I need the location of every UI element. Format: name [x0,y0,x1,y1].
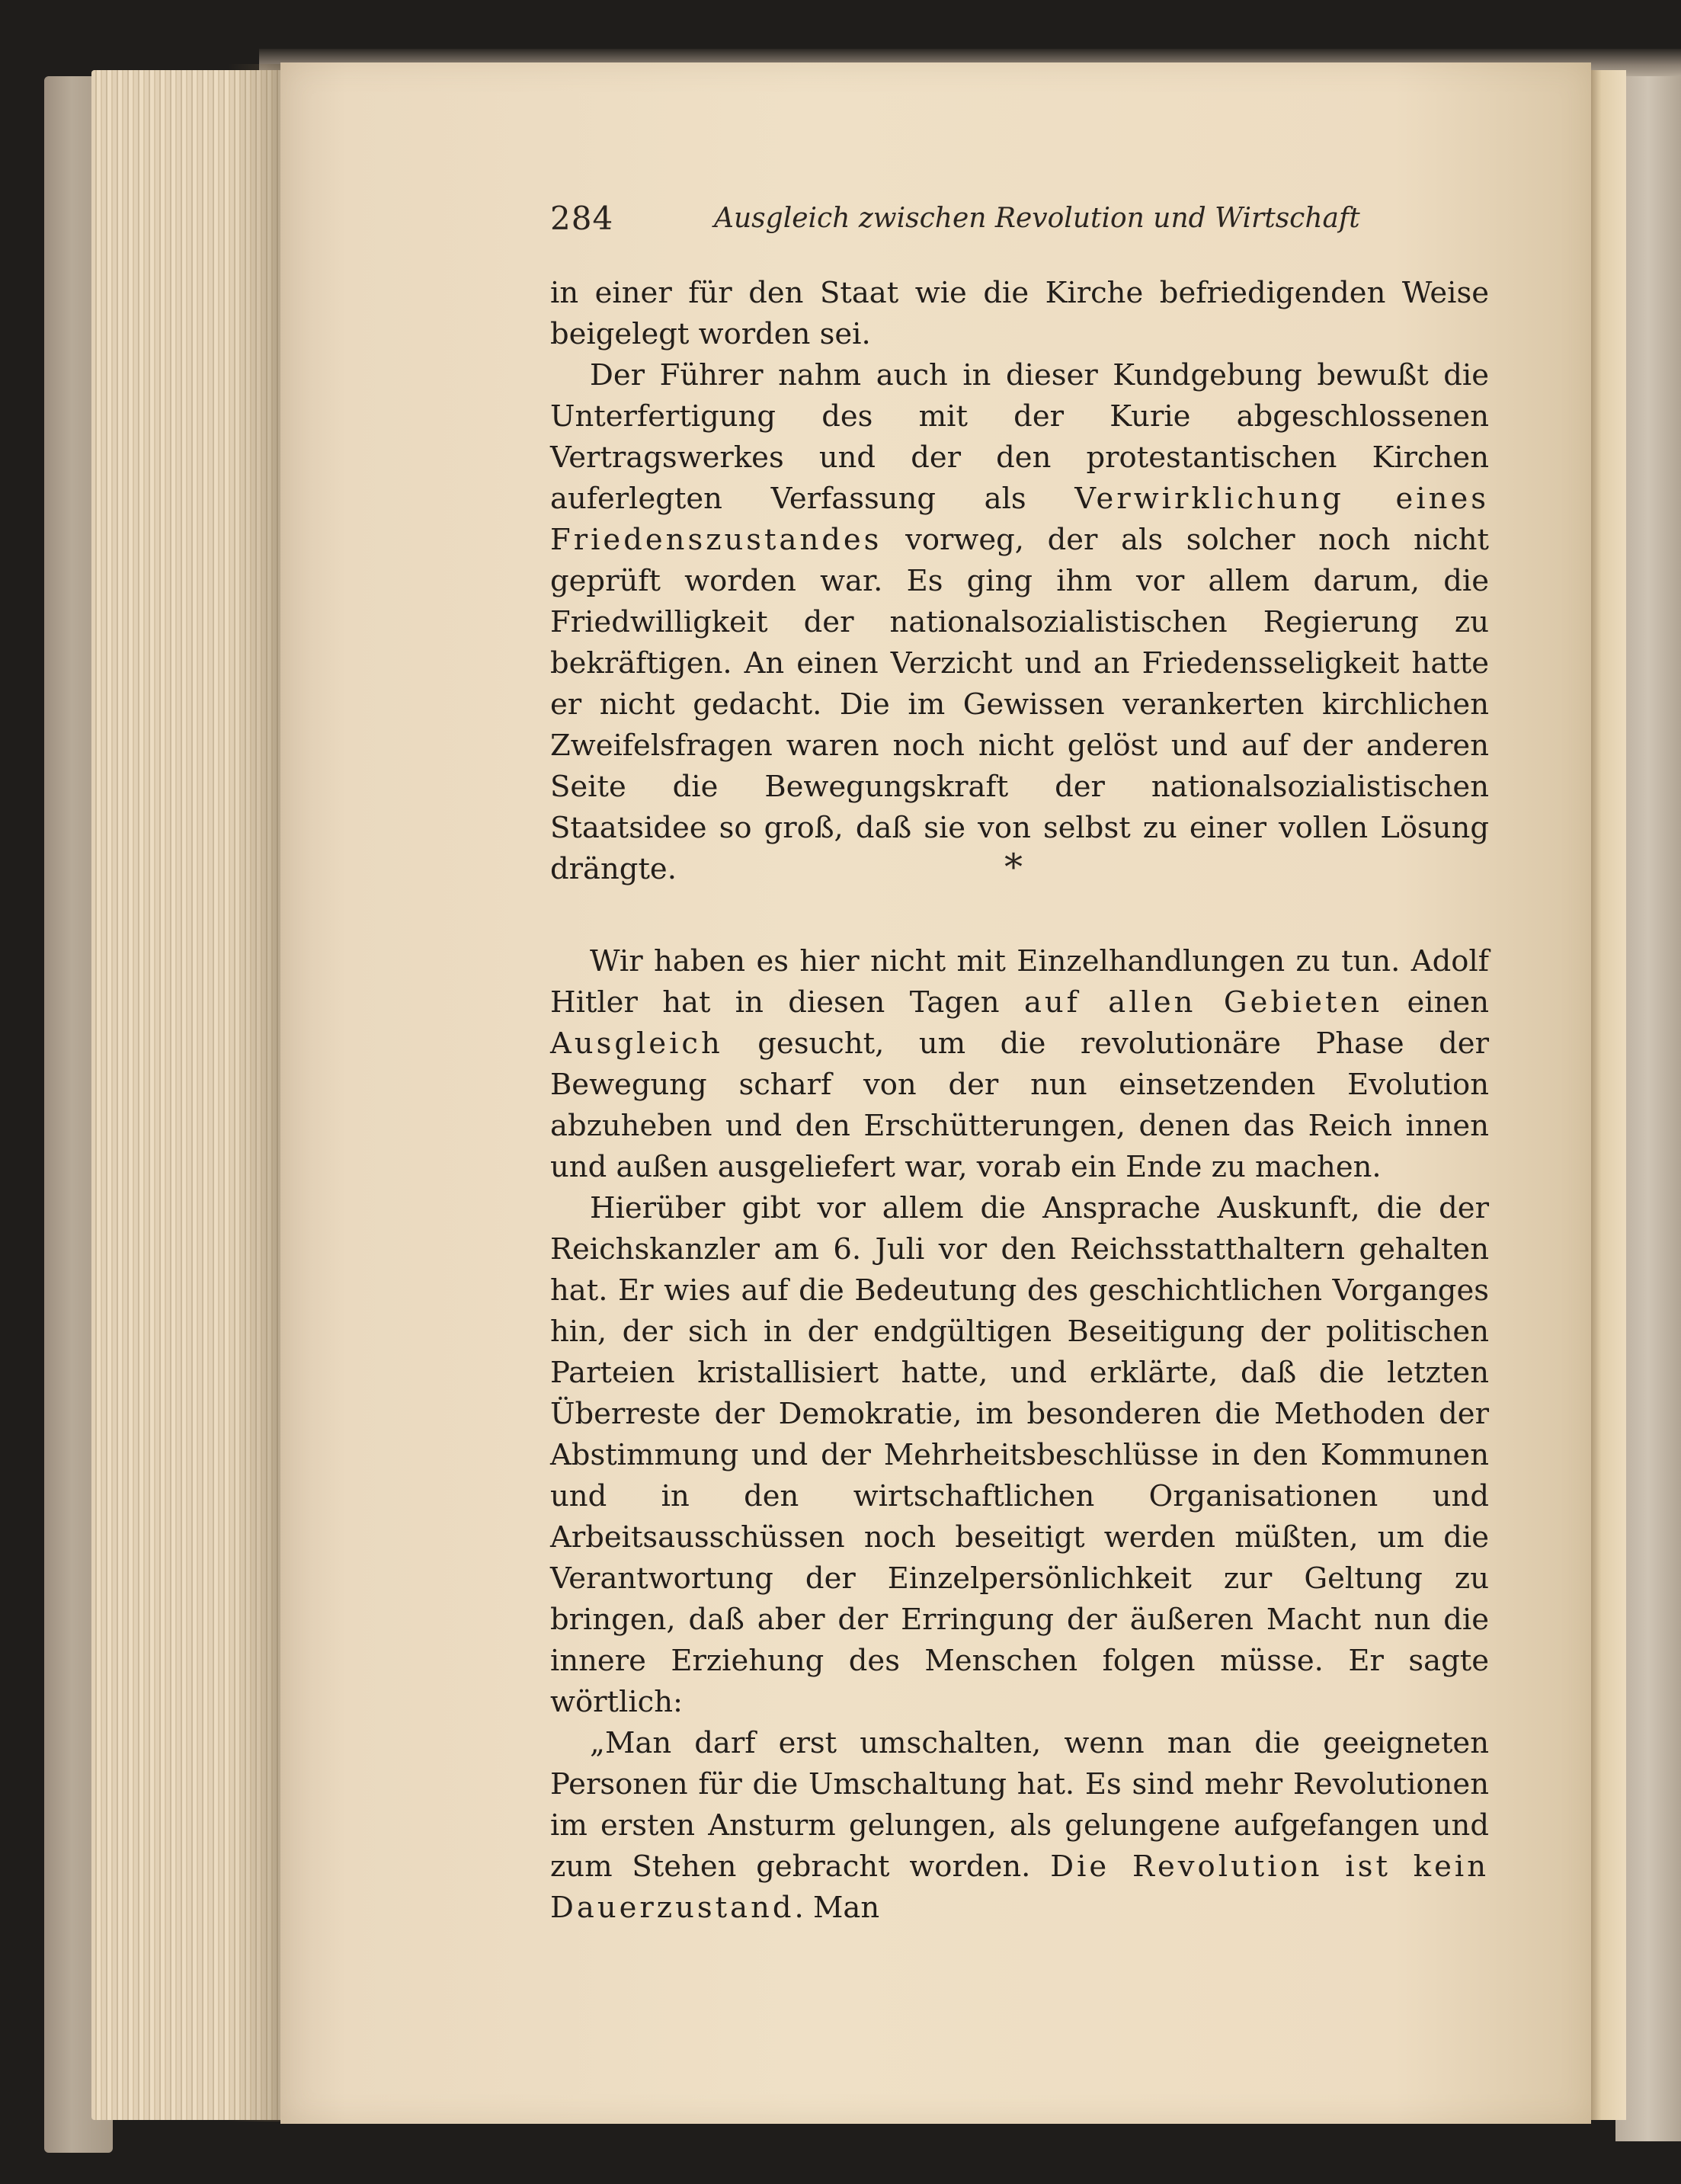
paragraph-text: Hierüber gibt vor allem die Ansprache Auskunft, die der Reichskanzler am 6. Juli vor den Reichsstatthaltern gehalten hat. Er wies auf die Bedeutung des geschichtlichen Vorganges hin, der sich in der endgültigen Beseitigung der politischen Parteien kristallisiert hatte, und erklärte, daß die letzten Überreste der Demokratie, im besonderen die Methoden der Abstimmung und der Mehrheitsbeschlüsse in den Kommunen und in den wirtschaftlichen Organisationen und Arbeitsausschüssen noch beseitigt werden müßten, um die Verantwortung der Einzelpersönlichkeit zur Geltung zu bringen, daß aber der Erringung der äußeren Macht nun die innere Erziehung des Menschen folgen müsse. Er sagte wörtlich: [550,1191,1489,1719]
paragraph-text: gesucht, um die revolutionäre Phase der Bewegung scharf von der nun einsetzenden Evolution abzuheben und den Erschütterungen, denen das Reich innen und außen ausgeliefert war, vorab ein Ende zu machen. [550,1026,1489,1184]
paragraph-text: vorweg, der als solcher noch nicht geprüft worden war. Es ging ihm vor allem darum, die Friedwilligkeit der nationalsozialistischen Regierung zu bekräftigen. An einen Verzicht und an Friedensseligkeit hatte er nicht gedacht. Die im Gewissen verankerten kirchlichen Zweifelsfragen waren noch nicht gelöst und auf der anderen Seite die Bewegungskraft der nationalsozialistischen Staatsidee so groß, daß sie von selbst zu einer vollen Lösung drängte. [550,523,1489,886]
paragraph-text: . Man [794,1891,880,1925]
running-title: Ausgleich zwischen Revolution und Wirtschaft [714,203,1360,234]
emphasized-text: auf allen Gebieten [1023,985,1383,1020]
emphasized-text: Die Revolution ist kein Dauerzustand [550,1849,1490,1925]
paragraph-text: „Man darf erst umschalten, wenn man die geeigneten Personen für die Umschaltung hat. Es sind mehr Revolutionen im ersten Ansturm gelungen, als gelungene aufgefangen und zum Stehen gebracht worden. [550,1726,1489,1884]
emphasized-text: Verwirklichung eines Friedenszustandes [550,482,1489,557]
paragraph-text: Der Führer nahm auch in dieser Kundgebung bewußt die Unterfertigung des mit der Kurie abgeschlossenen Vertragswerkes und der den protestantischen Kirchen auferlegten Verfassung als [550,358,1489,516]
paragraph [550,1723,1489,1929]
paragraph-text: in einer für den Staat wie die Kirche befriedigenden Weise beigelegt worden sei. [550,276,1489,351]
page-header [550,200,1495,245]
section-separator: * [1004,846,1023,889]
paragraph [550,273,1489,355]
paragraph [550,941,1489,1188]
text-block-before-separator [550,273,1489,890]
next-page-sliver [1588,70,1626,2120]
page-number: 284 [550,200,614,237]
text-block-after-separator [550,941,1489,1929]
paragraph-text: einen [1382,985,1489,1020]
emphasized-text: Ausgleich [550,1026,723,1061]
paragraph [550,355,1489,890]
paragraph [550,1188,1489,1723]
paragraph-text: Wir haben es hier nicht mit Einzelhandlungen zu tun. Adolf Hitler hat in diesen Tagen [550,944,1489,1020]
